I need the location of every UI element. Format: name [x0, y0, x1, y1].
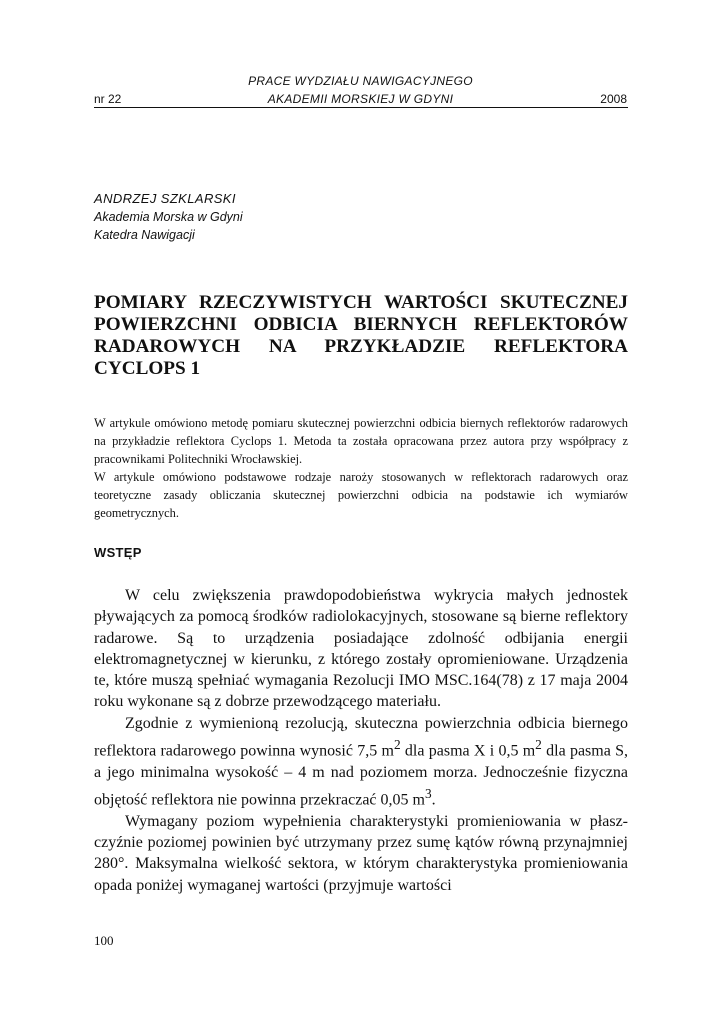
author-department: Katedra Nawigacji — [94, 228, 195, 242]
running-header-issue: nr 22 — [94, 92, 122, 106]
section-heading-introduction: WSTĘP — [94, 545, 142, 560]
body-paragraph-2 — [94, 713, 628, 811]
abstract — [94, 414, 628, 522]
superscript-square-1: 2 — [393, 737, 401, 753]
author-affiliation: Akademia Morska w Gdyni — [94, 210, 243, 224]
author-name: ANDRZEJ SZKLARSKI — [94, 191, 236, 206]
page-number: 100 — [94, 933, 114, 948]
body-paragraph-2-text-c: dla pasma S, a jego minimalna wysokość – 4 m nad poziomem morza. Jednocześnie fizyczna objętość reflektora nie powinna przekraczać 0,05 m — [94, 742, 628, 809]
body-paragraph-2-text-b: dla pasma X i 0,5 m — [400, 742, 536, 760]
body-paragraph-2-text-a: Zgodnie z wymienioną rezolucją, skuteczna powierzchnia odbicia biernego reflektora radarowego powinna wynosić 7,5 m — [94, 714, 628, 760]
superscript-cube: 3 — [424, 786, 432, 801]
body-paragraph-2-text-d: . — [431, 791, 436, 809]
superscript-square-2: 2 — [535, 737, 542, 753]
abstract-paragraph-2: W artykule omówiono podstawowe rodzaje naroży stosowanych w reflektorach radarowych oraz teoretyczne zasady obliczania skutecznej powierzchni odbicia na podstawie ich wymiarów geometrycznych. — [94, 470, 628, 520]
body-paragraph-3: Wymagany poziom wypełnienia charakterystyki promieniowania w płaszczyźnie poziomej powinien być utrzymany przez sumę kątów równą przynajmniej 280°. Maksymalna wielkość sektora, w którym charakterystyka promieniowania opada poniżej wymaganej wartości (przyjmuje wartości — [94, 812, 628, 894]
running-header-academy: AKADEMII MORSKIEJ W GDYNI — [267, 92, 454, 106]
author-block — [94, 190, 243, 244]
paper-title: POMIARY RZECZYWISTYCH WARTOŚCI SKUTECZNEJ POWIERZCHNI ODBICIA BIERNYCH REFLEKTORÓW RADAROWYCH NA PRZYKŁADZIE REFLEKTORA CYCLOPS 1 — [94, 292, 628, 379]
body-paragraph-1: W celu zwiększenia prawdopodobieństwa wykrycia małych jednostek pływających za pomocą środków radiolokacyjnych, stosowane są bierne reflektory radarowe. Są to urządzenia posiadające zdolność odbijania energii elektromagnetycznej w kierunku, z którego zostały opromieniowane. Urządzenia te, które muszą spełniać wymagania Rezolucji IMO MSC.164(78) z 17 maja 2004 roku wykonane są z dobrze przewodzącego materiału. — [94, 587, 628, 711]
abstract-paragraph-1: W artykule omówiono metodę pomiaru skutecznej powierzchni odbicia biernych reflektorów radarowych na przykładzie reflektora Cyclops 1. Metoda ta została opracowana przez autora przy współpracy z pracownikami Politechniki Wrocławskiej. — [94, 416, 628, 466]
body-text — [94, 585, 628, 896]
running-header-year: 2008 — [600, 92, 627, 106]
running-header-journal: PRACE WYDZIAŁU NAWIGACYJNEGO — [248, 74, 473, 88]
header-rule — [94, 107, 628, 108]
